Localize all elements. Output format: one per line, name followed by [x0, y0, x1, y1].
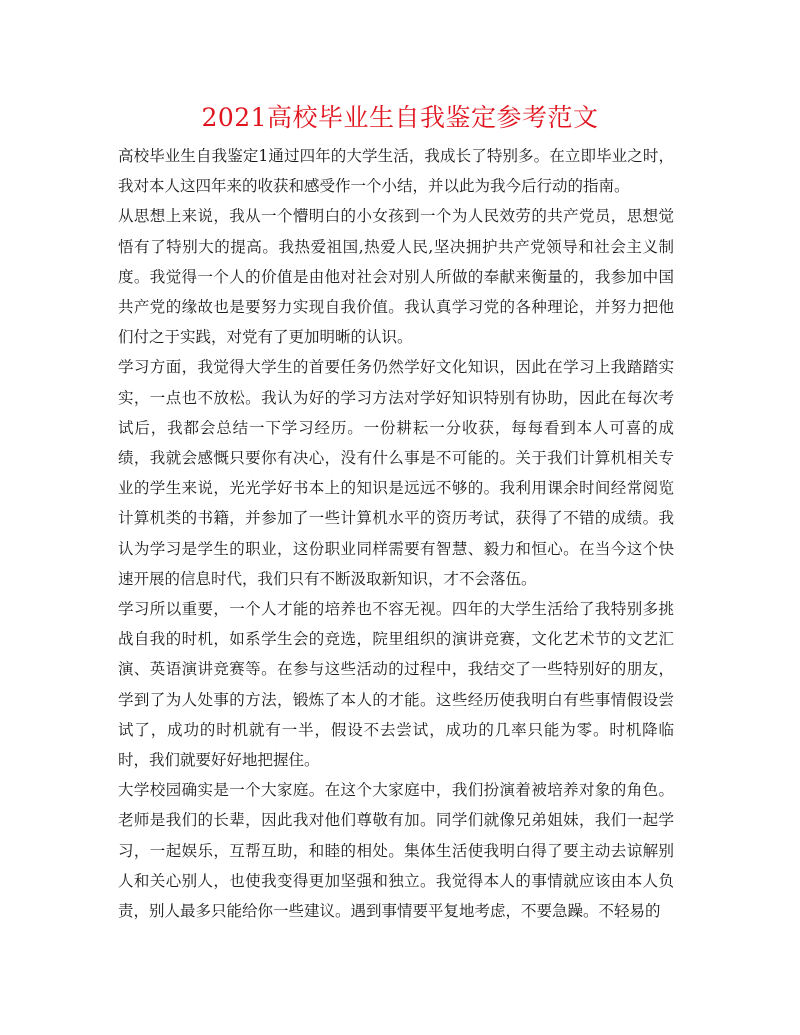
- document-title: 2021高校毕业生自我鉴定参考范文: [201, 103, 599, 132]
- paragraph-2: 从思想上来说，我从一个懵明白的小女孩到一个为人民效劳的共产党员，思想觉悟有了特别大的提高。我热爱祖国,热爱人民,坚决拥护共产党领导和社会主义制度。我觉得一个人的价值是由他对社会对别人所做的奉献来衡量的，我参加中国共产党的缘故也是要努力实现自我价值。我认真学习党的各种理论，并努力把他们付之于实践，对党有了更加明晰的认识。: [118, 207, 674, 347]
- paragraph-5: 大学校园确实是一个大家庭。在这个大家庭中，我们扮演着被培养对象的角色。老师是我们的长辈，因此我对他们尊敬有加。同学们就像兄弟姐妹，我们一起学习，一起娱乐，互帮互助，和睦的相处。集体生活使我明白得了要主动去谅解别人和关心别人，也使我变得更加坚强和独立。我觉得本人的事情就应该由本人负责，别人最多只能给你一些建议。遇到事情要平复地考虑，不要急躁。不轻易的: [118, 781, 674, 921]
- paragraph-4: 学习所以重要，一个人才能的培养也不容无视。四年的大学生活给了我特别多挑战自我的时机，如系学生会的竞选，院里组织的演讲竞赛，文化艺术节的文艺汇演、英语演讲竞赛等。在参与这些活动的过程中，我结交了一些特别好的朋友，学到了为人处事的方法，锻炼了本人的才能。这些经历使我明白有些事情假设尝试了，成功的时机就有一半，假设不去尝试，成功的几率只能为零。时机降临时，我们就要好好地把握住。: [118, 600, 674, 770]
- paragraph-1: 高校毕业生自我鉴定1通过四年的大学生活，我成长了特别多。在立即毕业之时，我对本人这四年来的收获和感受作一个小结，并以此为我今后行动的指南。: [118, 147, 674, 196]
- paragraph-3: 学习方面，我觉得大学生的首要任务仍然学好文化知识，因此在学习上我踏踏实实，一点也不放松。我认为好的学习方法对学好知识特别有协助，因此在每次考试后，我都会总结一下学习经历。一份耕耘一分收获，每每看到本人可喜的成绩，我就会感慨只要你有决心，没有什么事是不可能的。关于我们计算机相关专业的学生来说，光光学好书本上的知识是远远不够的。我利用课余时间经常阅览计算机类的书籍，并参加了一些计算机水平的资历考试，获得了不错的成绩。我认为学习是学生的职业，这份职业同样需要有智慧、毅力和恒心。在当今这个快速开展的信息时代，我们只有不断汲取新知识，才不会落伍。: [118, 358, 674, 588]
- document-body: [118, 141, 674, 926]
